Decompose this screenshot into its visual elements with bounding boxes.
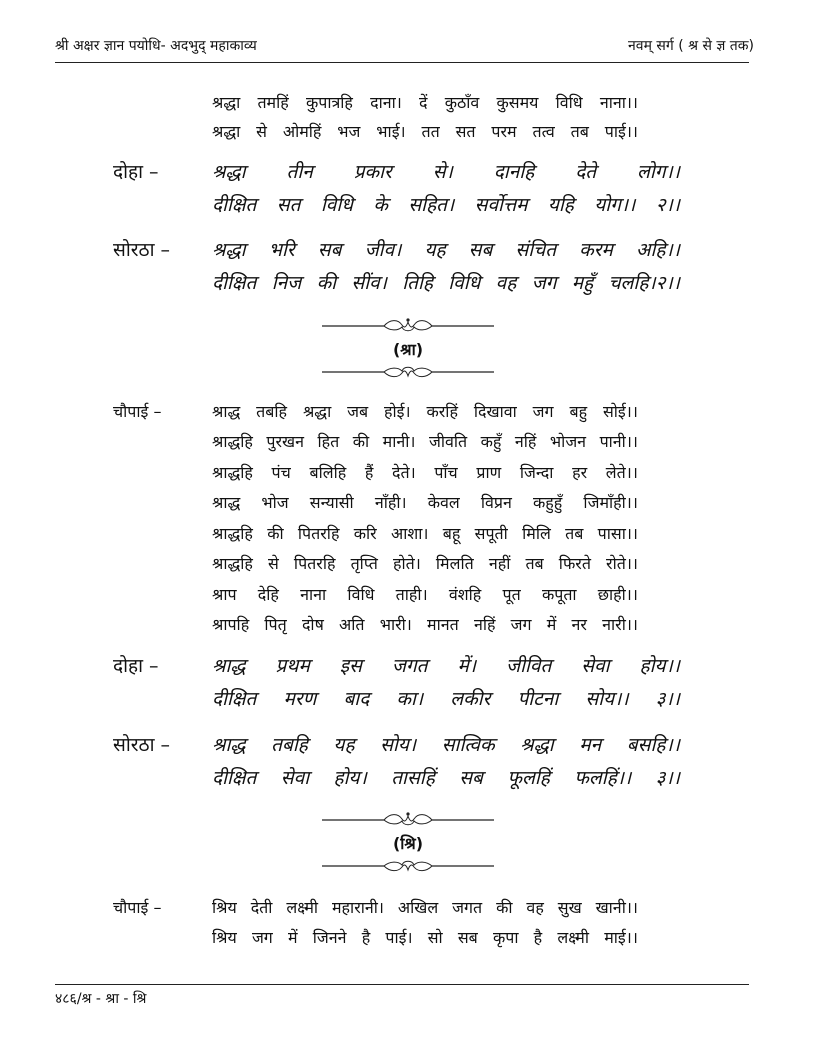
verse-word: दीक्षित [212,767,257,789]
verse-word: कहुँ [480,432,502,451]
verse-word: यह [333,734,355,756]
verse-word: महुँ [571,272,594,294]
verse-word: देती [250,898,273,917]
verse-word: जिन्दा [519,463,554,482]
verse-word: तब [525,554,544,573]
verse-line [212,610,638,640]
verse-word: श्रद्धा [212,93,241,112]
verse-word: संचित [515,239,557,261]
verse-word: तत्व [532,122,555,141]
verse-word: सो [427,928,443,947]
verse-word: पाई। [385,928,413,947]
verse-word: श्राद्धहि [212,524,253,543]
verse-word: श्राद्ध [212,655,246,677]
verse-word: सब [468,239,493,261]
verse-word: की [316,272,337,294]
verse-word: मिलति [435,554,474,573]
verse-word: तबहि [271,734,308,756]
verse-word: प्रथम [275,655,310,677]
verse-word: पंच [271,463,291,482]
verse-word: होय।। [639,655,680,677]
verse-word: पासा।। [597,524,638,543]
verse-word: करम [579,239,613,261]
verse-word: नहिं [514,432,537,451]
verse-word: दोष [301,615,324,634]
verse-word: पाई।। [604,122,638,141]
verse-word: श्राद्ध [212,402,241,421]
verse-word: की [496,898,513,917]
running-header-left: श्री अक्षर ज्ञान पयोधि- अदभुद् महाकाव्य [55,38,257,54]
verse-word: सोय। [380,734,417,756]
verse-word: सत [455,122,476,141]
verse-word: यहि [547,194,574,216]
verse-word: केवल [427,493,460,512]
verse-word: जीवित [505,655,552,677]
verse-word: से [256,122,267,141]
verse-word: श्राद्धहि [212,463,253,482]
verse-word: तिहि [402,272,433,294]
verse-word: तत [421,122,440,141]
verse-line [212,157,680,187]
verse-line [212,190,680,220]
verse-word: भोज [261,493,289,512]
verse-word: जगत [391,655,428,677]
page-footer: ४८६/श्र - श्रा - श्रि [55,991,147,1007]
verse-word: जब [347,402,369,421]
verse-word: हित [317,432,340,451]
verse-word: सेवा [581,655,610,677]
verse-word: वह [495,272,517,294]
verse-word: सत [276,194,301,216]
verse-word: हर [572,463,588,482]
verse-word: नारी।। [602,615,638,634]
verse-label-sortha: सोरठा – [113,239,171,261]
verse-label-doha: दोहा – [113,161,159,183]
verse-word: कुसमय [496,93,539,112]
verse-word: होई। [384,402,411,421]
verse-word: नहिं [473,615,496,634]
verse-word: प्रकार [353,161,392,183]
verse-word: कहुहुँ [533,493,563,512]
verse-word: पूत [502,585,521,604]
verse-word: की [267,524,284,543]
verse-word: तीन [286,161,313,183]
verse-word: पीटना [517,688,559,710]
verse-word: फलहिं।। [574,767,632,789]
verse-word: जीवति [428,432,468,451]
verse-word: ३।। [655,767,680,789]
verse-word: देते [575,161,597,183]
verse-word: कपूता [541,585,577,604]
verse-word: लक्ष्मी [286,898,319,917]
verse-word: सहित। [408,194,455,216]
verse-word: अहि।। [635,239,680,261]
verse-word: निज [271,272,302,294]
verse-word: माई।। [604,928,638,947]
verse-word: श्रद्धा [212,122,241,141]
verse-word: मन [579,734,602,756]
verse-line [212,117,638,147]
verse-word: पुरखन [266,432,304,451]
verse-word: यह [424,239,446,261]
verse-word: सब [457,928,478,947]
verse-word: खानी।। [595,898,638,917]
verse-word: श्रद्धा [520,734,554,756]
verse-line [212,519,638,549]
verse-word: अति [339,615,365,634]
verse-line [212,488,638,518]
verse-word: मानी। [382,432,416,451]
verse-word: परम [491,122,517,141]
verse-word: मरण [283,688,317,710]
verse-line [212,458,638,488]
verse-line [212,268,680,298]
verse-word: होय। [333,767,367,789]
verse-word: पितरहि [297,524,340,543]
verse-word: ३।। [655,688,680,710]
verse-word: विधि [320,194,353,216]
verse-word: इस [339,655,362,677]
verse-word: तासहिं [391,767,435,789]
verse-word: नाँही। [374,493,407,512]
verse-word: पाँच [434,463,458,482]
verse-line [212,730,680,760]
verse-word: श्रिय [212,898,237,917]
verse-word: जग [251,928,273,947]
verse-word: दें [419,93,428,112]
verse-word: श्राप [212,585,237,604]
verse-word: पानी।। [599,432,638,451]
verse-word: तबहि [256,402,288,421]
verse-word: नहीं [488,554,511,573]
verse-word: बहू [442,524,461,543]
verse-word: सात्विक [441,734,495,756]
verse-word: सुख [557,898,582,917]
verse-word: दाना। [370,93,402,112]
verse-word: सब [317,239,342,261]
verse-word: श्राद्ध [212,734,246,756]
verse-word: जग [531,272,557,294]
verse-word: जिमाँही।। [583,493,638,512]
section-title: (श्रा) [392,340,424,359]
verse-word: हैं [364,463,374,482]
verse-word: बहु [569,402,588,421]
verse-word: कुपात्रहि [305,93,353,112]
verse-line [212,88,638,118]
verse-line [212,763,680,793]
verse-word: मिलि [522,524,551,543]
verse-word: तृप्ति [350,554,378,573]
verse-word: पितृ [264,615,287,634]
verse-word: श्राद्ध [212,493,241,512]
verse-word: में [288,928,298,947]
verse-word: आशा। [391,524,429,543]
ornament-divider-bottom [318,362,498,382]
verse-word: दिखावा [473,402,517,421]
verse-word: तब [565,524,584,543]
verse-word: श्रापहि [212,615,250,634]
verse-word: दीक्षित [212,688,257,710]
verse-word: नर [571,615,587,634]
verse-word: पितरहि [293,554,336,573]
verse-word: बलिहि [309,463,347,482]
ornament-divider-bottom [318,856,498,876]
verse-word: विधि [347,585,375,604]
verse-word: श्रिय [212,928,237,947]
verse-word: फूलहिं [507,767,550,789]
verse-word: दानहि [493,161,535,183]
verse-word: ओमहिं [282,122,322,141]
ornament-divider-top [318,316,498,336]
verse-word: भारी। [379,615,412,634]
verse-word: रोते।। [606,554,638,573]
verse-line [212,397,638,427]
verse-word: फिरते [558,554,591,573]
verse-line [212,893,638,923]
verse-word: योग।। [594,194,636,216]
verse-line [212,580,638,610]
verse-word: बसहि।। [626,734,680,756]
verse-word: तमहिं [257,93,289,112]
verse-word: वंशहि [448,585,482,604]
verse-word: जग [532,402,554,421]
verse-word: वह [526,898,544,917]
verse-word: २।। [655,194,680,216]
verse-word: में। [457,655,477,677]
verse-word: करहिं [426,402,458,421]
header-rule [55,62,749,63]
verse-word: नाना।। [599,93,638,112]
verse-word: में [546,615,557,634]
verse-word: सींव। [351,272,387,294]
verse-word: लोग।। [637,161,680,183]
verse-label-chaupai: चौपाई – [113,898,162,917]
verse-word: देते। [392,463,416,482]
verse-word: नाना [300,585,327,604]
verse-line [212,651,680,681]
verse-word: विधि [555,93,583,112]
verse-word: सब [459,767,483,789]
verse-word: की [352,432,370,451]
verse-word: मानत [427,615,459,634]
verse-word: जगत [452,898,483,917]
footer-rule [55,984,749,985]
verse-word: से। [432,161,453,183]
running-header-right: नवम् सर्ग ( श्र से ज्ञ तक) [628,38,754,54]
verse-word: सन्यासी [309,493,354,512]
ornament-divider-top [318,810,498,830]
verse-word: देहि [257,585,279,604]
verse-word: श्रद्धा [212,239,246,261]
verse-line [212,923,638,953]
verse-word: लकीर [450,688,491,710]
verse-word: विप्रन [480,493,512,512]
verse-word: तब [570,122,589,141]
verse-line [212,235,680,265]
verse-word: है [533,928,543,947]
verse-word: करि [353,524,377,543]
verse-label-sortha: सोरठा – [113,734,171,756]
verse-word: श्राद्धहि [212,432,253,451]
verse-word: सर्वोत्तम [474,194,528,216]
verse-word: श्रद्धा [302,402,332,421]
verse-word: बाद [343,688,370,710]
verse-word: जग [510,615,532,634]
verse-word: सोई।। [602,402,638,421]
verse-word: लेते।। [605,463,638,482]
verse-line [212,549,638,579]
section-title: (श्रि) [392,834,424,853]
verse-word: भरि [268,239,295,261]
verse-word: कृपा [492,928,519,947]
verse-word: चलहि।२।। [608,272,680,294]
verse-word: अखिल [397,898,439,917]
verse-word: प्राण [476,463,502,482]
verse-word: दीक्षित [212,272,257,294]
verse-label-chaupai: चौपाई – [113,402,162,421]
verse-word: महारानी। [331,898,384,917]
verse-word: छाही।। [597,585,638,604]
verse-word: श्रद्धा [212,161,246,183]
verse-word: सोय।। [585,688,629,710]
verse-word: भाई। [376,122,406,141]
verse-word: ताही। [395,585,428,604]
verse-line [212,684,680,714]
verse-word: के [373,194,388,216]
verse-word: श्राद्धहि [212,554,253,573]
verse-word: है [361,928,371,947]
verse-line [212,427,638,457]
verse-word: जिनने [312,928,347,947]
verse-word: दीक्षित [212,194,257,216]
verse-label-doha: दोहा – [113,655,159,677]
verse-word: से [268,554,279,573]
verse-word: कुठाँव [444,93,480,112]
verse-word: भोजन [549,432,587,451]
verse-word: लक्ष्मी [557,928,590,947]
verse-word: सेवा [280,767,310,789]
verse-word: जीव। [364,239,402,261]
verse-word: भज [337,122,361,141]
verse-word: सपूती [474,524,508,543]
verse-word: विधि [448,272,481,294]
verse-word: होते। [392,554,421,573]
verse-word: का। [396,688,424,710]
